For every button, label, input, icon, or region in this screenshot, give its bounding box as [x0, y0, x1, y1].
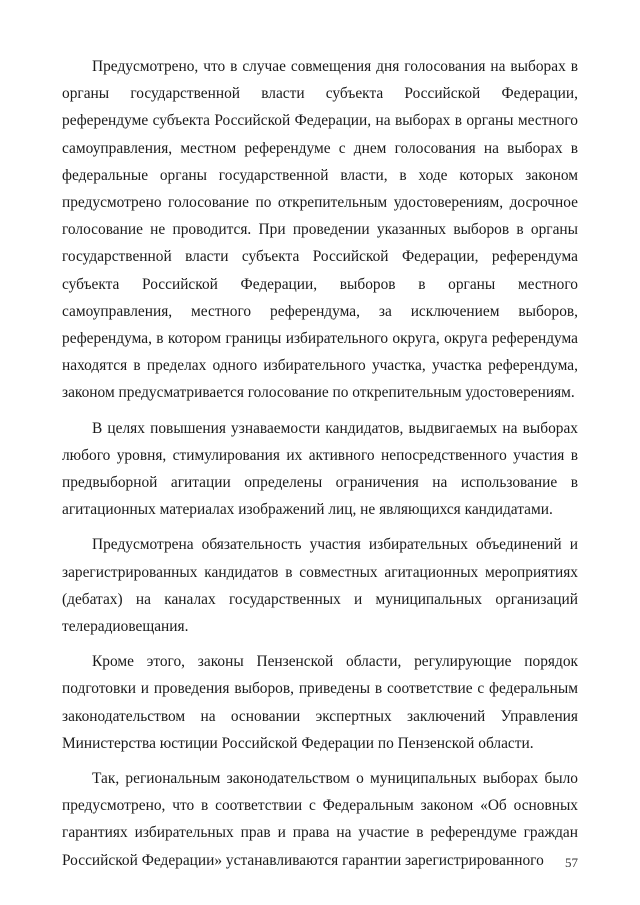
paragraph: Предусмотрено, что в случае совмещения дня голосования на выборах в органы государственной власти субъекта Российской Федерации, референдуме субъекта Российской Федерации, на выборах в органы местного самоуправления, местном референдуме с днем голосования на выборах в федеральные органы государственной власти, в ходе которых законом предусмотрено голосование по открепительным удостоверениям, досрочное голосование не проводится. При проведении указанных выборов в органы государственной власти субъекта Российской Федерации, референдума субъекта Российской Федерации, выборов в органы местного самоуправления, местного референдума, за исключением выборов, референдума, в котором границы избирательного округа, округа референдума находятся в пределах одного избирательного участка, участка референдума, законом предусматривается голосование по открепительным удостоверениям.: [62, 58, 578, 402]
page-number: 57: [565, 855, 578, 870]
paragraph: Так, региональным законодательством о муниципальных выборах было предусмотрено, что в соответствии с Федеральным законом «Об основных гарантиях избирательных прав и права на участие в референдуме граждан Российской Федерации» устанавливаются гарантии зарегистрированного: [62, 770, 578, 869]
paragraph: Предусмотрена обязательность участия избирательных объединений и зарегистрированных кандидатов в совместных агитационных мероприятиях (дебатах) на каналах государственных и муниципальных организаций телерадиовещания.: [62, 536, 578, 636]
paragraph: В целях повышения узнаваемости кандидатов, выдвигаемых на выборах любого уровня, стимулирования их активного непосредственного участия в предвыборной агитации определены ограничения на использование в агитационных материалах изображений лиц, не являющихся кандидатами.: [62, 419, 578, 519]
document-body: [62, 53, 578, 882]
paragraph: Кроме этого, законы Пензенской области, регулирующие порядок подготовки и проведения выборов, приведены в соответствие с федеральным законодательством на основании экспертных заключений Управления Министерства юстиции Российской Федерации по Пензенской области.: [62, 653, 578, 752]
